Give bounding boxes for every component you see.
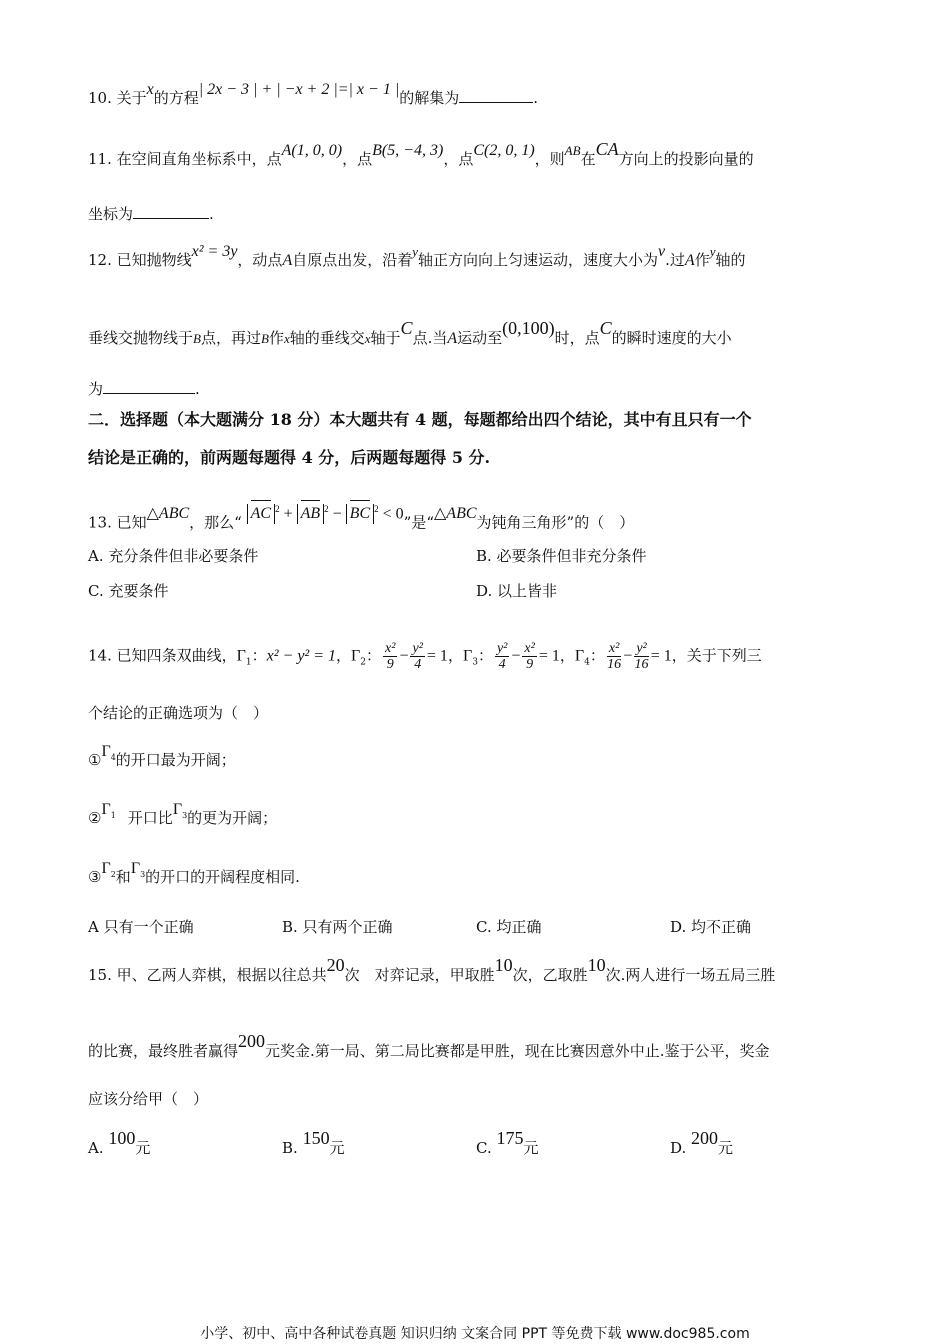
question-12 xyxy=(88,243,746,271)
q11-text4: ，则 xyxy=(534,150,565,168)
q14-option-a[interactable]: A 只有一个正确 xyxy=(88,918,194,936)
q12-x-axis: x xyxy=(283,331,290,346)
q14-option-b[interactable]: B. 只有两个正确 xyxy=(282,918,393,936)
q12-line2-text4: 轴的垂线交 xyxy=(289,329,365,347)
q14-frac-y2-4b xyxy=(495,641,509,672)
q14-frac-den: 4 xyxy=(414,657,422,672)
q14-minus-2: − xyxy=(399,647,409,665)
q14-c1-number: ① xyxy=(88,751,102,769)
q14-frac-den: 16 xyxy=(634,657,649,672)
q15-option-d[interactable] xyxy=(670,1128,734,1158)
q14-frac-den: 4 xyxy=(498,657,506,672)
q12-text6: 作 xyxy=(694,251,710,269)
q12-end: . xyxy=(195,380,200,398)
q15-option-c[interactable] xyxy=(476,1128,539,1158)
q14-c2-text: 开口比 xyxy=(127,809,173,827)
q15-d-label: D. xyxy=(670,1139,687,1157)
q12-line2-text5: 轴于 xyxy=(370,329,401,347)
q12-line2-text: 垂线交抛物线于 xyxy=(88,329,194,347)
q12-text3: 自原点出发，沿着 xyxy=(292,251,413,269)
q14-gamma-1: Γ xyxy=(236,647,246,665)
q12-point-a: A xyxy=(282,252,293,269)
q13-option-d[interactable]: D. 以上皆非 xyxy=(476,582,558,600)
q14-c2-sub-2: 3 xyxy=(182,811,188,820)
q14-text: 14. 已知四条双曲线， xyxy=(88,646,237,665)
q14-conclusion-1 xyxy=(88,743,236,777)
q14-c2-gamma-2: Γ xyxy=(172,801,183,818)
q13-vector-bc: BC xyxy=(346,504,374,524)
question-15 xyxy=(88,955,776,985)
q12-y-axis: y xyxy=(412,244,419,259)
q14-frac-y2-4 xyxy=(410,641,424,672)
q15-c-value: 175 xyxy=(496,1128,524,1148)
q15-text: 15. 甲、乙两人弈棋，根据以往总共 xyxy=(88,966,327,984)
q15-a-unit: 元 xyxy=(135,1139,151,1157)
q11-point-b: B(5, −4, 3) xyxy=(372,142,444,159)
q12-text: 12. 已知抛物线 xyxy=(88,251,192,269)
q13-option-c[interactable]: C. 充要条件 xyxy=(88,582,169,600)
q11-vector-ca: CA xyxy=(595,139,619,159)
question-12-line2 xyxy=(88,318,732,349)
q15-b-wins: 10 xyxy=(587,955,606,975)
q11-text5: 在 xyxy=(580,150,596,168)
q13-option-b[interactable]: B. 必要条件但非充分条件 xyxy=(476,547,647,565)
q14-c3-sub-2: 3 xyxy=(140,870,146,879)
q10-equation: | 2x − 3 | + | −x + 2 |=| x − 1 | xyxy=(198,81,400,98)
q15-b-label: B. xyxy=(282,1139,298,1157)
q14-frac-y2-16 xyxy=(634,641,648,672)
q14-c2-number: ② xyxy=(88,809,102,827)
q14-sep-3: ， xyxy=(559,646,575,665)
q12-text7: 轴的 xyxy=(715,251,746,269)
q15-text3: 次，乙取胜 xyxy=(512,966,588,984)
q14-text2: ，关于下列三 xyxy=(671,646,762,665)
q14-c3-gamma-2: Γ xyxy=(130,860,141,877)
q15-a-wins: 10 xyxy=(494,955,513,975)
q12-parabola: x² = 3y xyxy=(191,243,238,260)
q15-d-value: 200 xyxy=(691,1128,719,1148)
q12-point-b: B xyxy=(193,331,201,346)
q11-point-c: C(2, 0, 1) xyxy=(473,142,535,159)
q14-minus-4: − xyxy=(623,647,633,665)
question-11-line2 xyxy=(88,204,214,224)
q15-prize: 200 xyxy=(238,1031,266,1051)
q10-text: 10. 关于 xyxy=(88,89,147,107)
q14-gamma-3: Γ xyxy=(462,647,473,665)
q11-answer-blank[interactable] xyxy=(133,204,209,219)
q11-text2: ，点 xyxy=(342,150,373,168)
q10-answer-blank[interactable] xyxy=(459,88,533,103)
q13-text3: ”是“ xyxy=(403,513,434,532)
q12-position: (0,100) xyxy=(502,318,555,338)
q14-c3-text: 和 xyxy=(115,868,131,886)
q14-sub-1: 1 xyxy=(245,657,252,668)
q14-frac-x2-9b xyxy=(522,641,536,672)
q15-option-b[interactable] xyxy=(282,1128,345,1158)
q12-line2-text2: 点，再过 xyxy=(200,329,261,347)
q14-frac-x2-9 xyxy=(383,641,397,672)
q15-total-games: 20 xyxy=(326,955,345,975)
q14-frac-den: 9 xyxy=(386,657,394,672)
q13-triangle-2: △ABC xyxy=(434,505,477,523)
question-11 xyxy=(88,139,754,170)
q14-colon-3: ： xyxy=(477,646,493,665)
q12-line2-text3: 作 xyxy=(268,329,284,347)
q14-gamma-4: Γ xyxy=(574,647,585,665)
q12-y-axis-2: y xyxy=(709,244,716,259)
q12-line3-text: 为 xyxy=(88,380,104,398)
q15-d-unit: 元 xyxy=(718,1139,734,1157)
q13-vector-expression xyxy=(247,499,404,524)
q12-point-c: C xyxy=(400,318,413,338)
q10-end: . xyxy=(533,89,539,107)
q15-b-unit: 元 xyxy=(329,1139,345,1157)
q13-vector-ab: AB xyxy=(297,504,325,524)
q13-exp-3: 2 xyxy=(374,504,379,514)
q14-option-c[interactable]: C. 均正确 xyxy=(476,918,542,936)
section-2-heading: 二．选择题（本大题满分 18 分）本大题共有 4 题，每题都给出四个结论，其中有且只有一个 xyxy=(88,410,752,429)
q13-text: 13. 已知 xyxy=(88,513,147,532)
q15-text4: 次.两人进行一场五局三胜 xyxy=(605,966,776,984)
q14-conclusion-3 xyxy=(88,860,300,894)
q11-text6: 方向上的投影向量的 xyxy=(618,150,754,168)
q14-sub-2: 2 xyxy=(360,657,367,668)
question-14-line2: 个结论的正确选项为（ ） xyxy=(88,704,269,722)
q11-text3: ，点 xyxy=(443,150,474,168)
q14-frac-num: x² xyxy=(608,641,620,656)
q14-c1-text: 的开口最为开阔； xyxy=(115,751,236,769)
q10-text2: 的方程 xyxy=(153,89,199,107)
q14-frac-den: 9 xyxy=(526,657,534,672)
q13-less-than-zero: < 0 xyxy=(382,505,404,523)
q10-text3: 的解集为 xyxy=(399,89,460,107)
q12-line2-text9: 的瞬时速度的大小 xyxy=(611,329,732,347)
q14-gamma-2: Γ xyxy=(351,647,361,665)
q15-line2-text2: 元奖金.第一局、第二局比赛都是甲胜，现在比赛因意外中止.鉴于公平，奖金 xyxy=(265,1042,770,1060)
q12-point-a-2: A xyxy=(684,252,695,269)
q14-c3-sub: 2 xyxy=(110,870,116,879)
q14-option-d[interactable]: D. 均不正确 xyxy=(670,918,752,936)
question-12-line3 xyxy=(88,379,200,399)
q13-plus: + xyxy=(283,505,293,523)
q14-frac-den: 16 xyxy=(607,657,622,672)
q12-point-a-3: A xyxy=(447,330,458,347)
q15-c-unit: 元 xyxy=(523,1139,539,1157)
q14-frac-num: y² xyxy=(636,641,647,656)
q12-point-c-2: C xyxy=(599,318,612,338)
q15-line2-text: 的比赛，最终胜者赢得 xyxy=(88,1042,239,1060)
q14-c2-sub: 1 xyxy=(110,811,116,820)
q14-minus-3: − xyxy=(511,647,521,665)
q11-vector-ab: AB xyxy=(564,143,581,158)
q14-c1-gamma: Γ xyxy=(101,743,111,760)
q12-x-axis-2: x xyxy=(364,331,371,346)
q13-option-a[interactable]: A. 充分条件但非必要条件 xyxy=(88,547,259,565)
q15-b-value: 150 xyxy=(302,1128,330,1148)
q14-eq-4: = 1 xyxy=(650,647,672,665)
q15-a-label: A. xyxy=(88,1139,104,1157)
q14-c3-gamma: Γ xyxy=(101,860,111,877)
q14-colon-1: ： xyxy=(251,646,267,665)
q14-frac-num: x² xyxy=(524,641,535,656)
q14-frac-num: y² xyxy=(412,641,423,656)
q11-text7: 坐标为 xyxy=(88,205,134,223)
q13-triangle: △ABC xyxy=(146,505,190,523)
q14-sep-1: ， xyxy=(336,646,352,665)
q14-frac-num: y² xyxy=(496,641,508,656)
question-13 xyxy=(88,504,635,533)
q13-minus: − xyxy=(332,505,342,523)
q14-sep-2: ， xyxy=(447,646,463,665)
q14-c2-text2: 的更为开阔； xyxy=(187,809,278,827)
q13-exp-1: 2 xyxy=(275,504,280,514)
q15-option-a[interactable] xyxy=(88,1128,151,1158)
question-10 xyxy=(88,81,539,109)
q14-c3-number: ③ xyxy=(88,868,102,886)
question-15-line3: 应该分给甲（ ） xyxy=(88,1090,209,1108)
q15-text2: 次 对弈记录，甲取胜 xyxy=(344,966,495,984)
q15-a-value: 100 xyxy=(108,1128,136,1148)
q14-eq-2: = 1 xyxy=(426,647,448,665)
q14-frac-x2-16 xyxy=(607,641,621,672)
question-14 xyxy=(88,641,762,673)
q14-frac-num: x² xyxy=(385,641,396,656)
q14-c3-text2: 的开口的开阔程度相同. xyxy=(145,868,300,886)
q12-text4: 轴正方向向上匀速运动，速度大小为 xyxy=(418,251,659,269)
q11-end: . xyxy=(209,205,214,223)
section-2-heading-line2: 结论是正确的，前两题每题得 4 分，后两题每题得 5 分. xyxy=(88,448,491,467)
q11-text: 11. 在空间直角坐标系中，点 xyxy=(88,150,282,168)
q12-text5: .过 xyxy=(665,251,685,269)
page-footer: 小学、初中、高中各种试卷真题 知识归纳 文案合同 PPT 等免费下载 www.doc985.com xyxy=(200,1326,750,1342)
question-15-line2 xyxy=(88,1031,770,1061)
q14-sub-3: 3 xyxy=(472,657,478,668)
q14-colon-4: ： xyxy=(589,646,605,665)
q10-var: x xyxy=(146,81,154,98)
q12-answer-blank[interactable] xyxy=(103,379,195,394)
q12-point-b-2: B xyxy=(260,331,269,346)
q14-sub-4: 4 xyxy=(584,657,590,668)
q14-eq-1: x² − y² = 1 xyxy=(266,647,337,665)
q15-c-label: C. xyxy=(476,1139,492,1157)
q13-exp-2: 2 xyxy=(324,504,329,514)
q12-text2: ，动点 xyxy=(237,251,283,269)
q12-speed: v xyxy=(658,243,666,260)
q12-line2-text8: 时，点 xyxy=(554,329,600,347)
q12-line2-text7: 运动至 xyxy=(457,329,503,347)
q14-c2-gamma: Γ xyxy=(101,801,111,818)
q14-c1-sub: 4 xyxy=(110,753,116,762)
q13-vector-ac: AC xyxy=(247,504,275,524)
q11-point-a: A(1, 0, 0) xyxy=(281,142,343,159)
q13-text4: 为钝角三角形”的（ ） xyxy=(476,513,635,532)
q12-line2-text6: 点.当 xyxy=(412,329,448,347)
q14-colon-2: ： xyxy=(366,646,382,665)
q14-conclusion-2 xyxy=(88,801,278,835)
q14-eq-3: = 1 xyxy=(538,647,560,665)
q13-text2: ，那么“ xyxy=(189,513,242,532)
